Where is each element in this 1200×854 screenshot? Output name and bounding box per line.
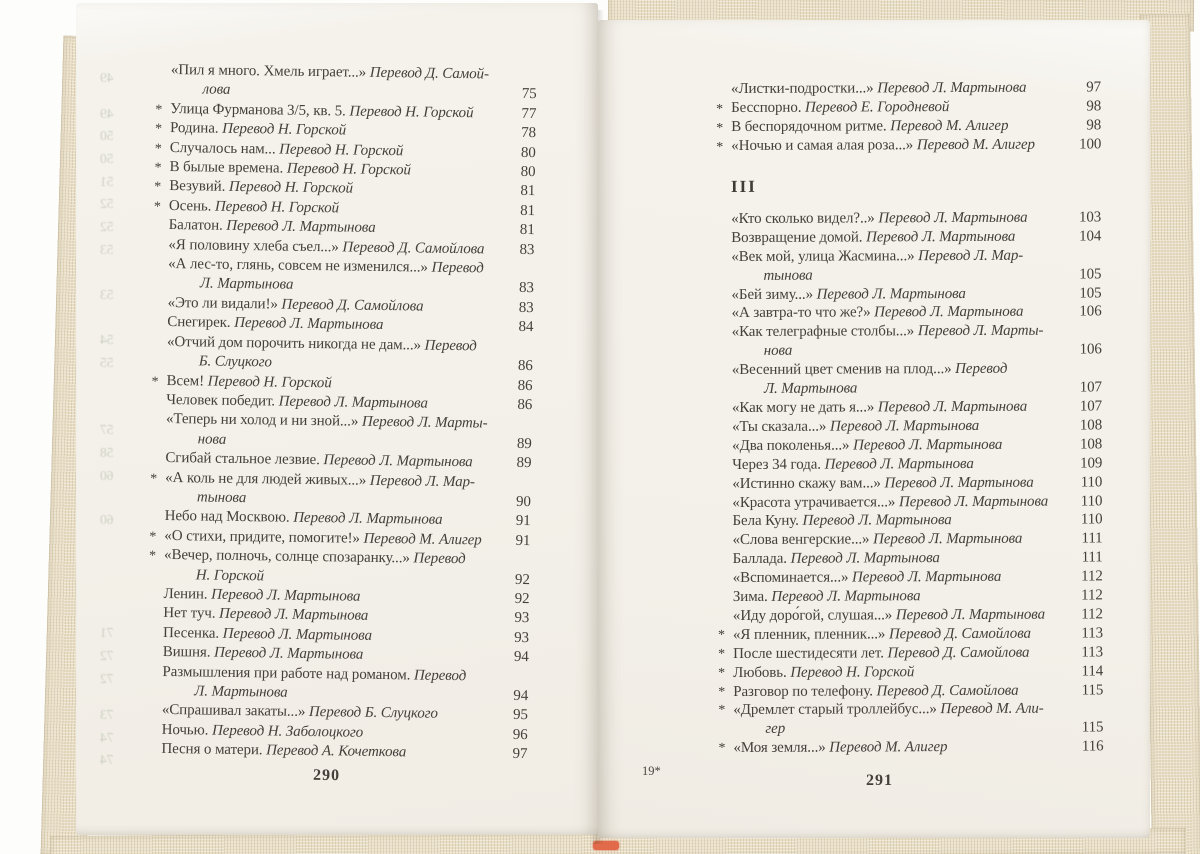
toc-entry bbox=[148, 546, 531, 590]
toc-entry bbox=[732, 416, 1102, 437]
toc-list-right-main bbox=[717, 176, 1104, 758]
toc-entry-line: Баллада. Перевод Л. Мартынова bbox=[732, 550, 940, 568]
toc-entry-line: Сгибай стальное лезвие. Перевод Л. Мартынова bbox=[165, 450, 473, 471]
toc-entry-page-number: 111 bbox=[1081, 530, 1103, 547]
page-left bbox=[76, 3, 598, 835]
toc-entry-page-number: 111 bbox=[1081, 549, 1103, 566]
toc-entry bbox=[732, 511, 1102, 532]
toc-entry-line: Бесспорно. Перевод Е. Городневой bbox=[731, 99, 950, 116]
toc-entry-page-number: 110 bbox=[1080, 473, 1103, 491]
asterisk-marker: * bbox=[718, 741, 726, 757]
toc-entry bbox=[732, 397, 1102, 418]
toc-entry-line: нова bbox=[197, 431, 227, 448]
asterisk-marker: * bbox=[154, 180, 162, 196]
toc-entry-page-number: 81 bbox=[520, 183, 536, 200]
toc-entry bbox=[733, 530, 1103, 551]
toc-entry bbox=[150, 468, 532, 512]
toc-entry-line: «Как телеграфные столбы...» Перевод Л. Марты- bbox=[731, 322, 1044, 341]
asterisk-marker: * bbox=[718, 665, 726, 681]
toc-entry-line: Улица Фурманова 3/5, кв. 5. Перевод Н. Горской bbox=[170, 100, 474, 122]
bleed-through-number: 60 bbox=[100, 468, 114, 483]
toc-entry-page-number: 75 bbox=[521, 86, 537, 103]
section-heading: III bbox=[730, 176, 757, 196]
toc-entry bbox=[732, 435, 1102, 456]
toc-entry-line: Случалось нам... Перевод Н. Горской bbox=[169, 139, 404, 159]
toc-entry-page-number: 93 bbox=[514, 629, 530, 646]
toc-entry-line: Песенка. Перевод Л. Мартынова bbox=[162, 624, 373, 644]
toc-entry-line: Л. Мартынова bbox=[199, 275, 294, 294]
toc-entry bbox=[732, 322, 1102, 361]
toc-entry-page-number: 107 bbox=[1079, 398, 1103, 415]
bleed-through-number: 52 bbox=[100, 219, 114, 234]
toc-entry-line: Небо над Москвою. Перевод Л. Мартынова bbox=[164, 508, 443, 529]
toc-entry-line: «Кто сколько видел?..» Перевод Л. Мартынова bbox=[731, 209, 1028, 227]
bleed-through-number: 74 bbox=[100, 730, 114, 745]
toc-entry-line: Возвращение домой. Перевод Л. Мартынова bbox=[731, 228, 1016, 246]
bleed-through-number: 71 bbox=[100, 625, 114, 640]
asterisk-marker: * bbox=[154, 160, 162, 176]
toc-entry-line: «Слова венгерские...» Перевод Л. Мартынова bbox=[732, 531, 1023, 549]
toc-entry-line: «Дремлет старый троллейбус...» Перевод М. Али- bbox=[733, 701, 1044, 719]
bleed-through-number: 54 bbox=[100, 332, 114, 347]
bleed-through-number: 73 bbox=[100, 707, 114, 722]
toc-entry-page-number: 112 bbox=[1081, 587, 1103, 604]
asterisk-marker: * bbox=[154, 141, 162, 157]
toc-entry-line: «А коль не для людей живых...» Перевод Л. Мар- bbox=[165, 469, 475, 490]
toc-entry-page-number: 91 bbox=[515, 513, 531, 530]
toc-entry-page-number: 83 bbox=[518, 299, 534, 316]
toc-entry-page-number: 108 bbox=[1079, 436, 1103, 453]
toc-entry bbox=[716, 135, 1102, 156]
bleed-through-number: 49 bbox=[100, 106, 114, 121]
toc-entry-page-number: 91 bbox=[515, 532, 531, 549]
toc-entry-page-number: 113 bbox=[1081, 644, 1104, 661]
toc-entry-page-number: 110 bbox=[1080, 492, 1103, 509]
toc-list-right-top bbox=[716, 78, 1102, 156]
toc-entry-page-number: 94 bbox=[513, 649, 529, 666]
toc-entry-line: «Я пленник, пленник...» Перевод Д. Самойлова bbox=[732, 625, 1031, 643]
toc-entry bbox=[162, 663, 529, 707]
toc-entry-page-number: 89 bbox=[516, 454, 532, 472]
toc-list-right-section bbox=[717, 208, 1104, 758]
toc-entry-page-number: 107 bbox=[1079, 379, 1102, 396]
toc-entry-line: «О стихи, придите, помогите!» Перевод М. Алигер bbox=[164, 527, 482, 549]
toc-entry-page-number: 86 bbox=[517, 377, 533, 394]
asterisk-marker: * bbox=[155, 102, 163, 118]
toc-entry bbox=[167, 333, 534, 377]
toc-entry-page-number: 92 bbox=[514, 590, 530, 608]
toc-entry-page-number: 86 bbox=[517, 396, 533, 413]
toc-entry-page-number: 89 bbox=[516, 435, 532, 452]
toc-entry-line: Н. Горской bbox=[195, 566, 265, 584]
page-number-left: 290 bbox=[312, 766, 341, 785]
toc-entry-page-number: 83 bbox=[519, 241, 535, 258]
toc-entry-page-number: 115 bbox=[1081, 719, 1104, 736]
toc-entry-page-number: 103 bbox=[1078, 209, 1102, 226]
toc-entry-line: Разговор по телефону. Перевод Д. Самойлова bbox=[733, 682, 1019, 700]
toc-entry-line: нова bbox=[763, 342, 793, 360]
bleed-through-number: 50 bbox=[100, 151, 114, 166]
toc-entry-page-number: 92 bbox=[514, 571, 530, 588]
toc-entry-line: Л. Мартынова bbox=[194, 683, 288, 701]
toc-entry-line: Балатон. Перевод Л. Мартынова bbox=[168, 217, 376, 237]
toc-entry-line: Ленин. Перевод Л. Мартынова bbox=[163, 585, 361, 605]
toc-entry-line: Нет туч. Перевод Л. Мартынова bbox=[163, 605, 369, 625]
toc-entry bbox=[732, 473, 1102, 494]
bleed-through-number: 72 bbox=[100, 648, 114, 663]
toc-entry-line: «Иду доро́гой, слушая...» Перевод Л. Мартынова bbox=[732, 606, 1046, 624]
toc-entry-page-number: 116 bbox=[1081, 738, 1104, 755]
toc-entry-page-number: 94 bbox=[513, 687, 529, 705]
toc-entry-page-number: 90 bbox=[515, 493, 531, 511]
page-number-right: 291 bbox=[866, 772, 893, 789]
toc-entry bbox=[718, 662, 1104, 683]
toc-entry-page-number: 114 bbox=[1081, 663, 1104, 680]
toc-entry bbox=[718, 681, 1104, 702]
toc-entry bbox=[718, 738, 1104, 759]
toc-entry bbox=[731, 227, 1101, 248]
toc-entry-line: Зима. Перевод Л. Мартынова bbox=[732, 588, 921, 606]
bleed-through-number: 51 bbox=[100, 174, 114, 189]
toc-entry-line: После шестидесяти лет. Перевод Д. Самойлова bbox=[733, 644, 1030, 662]
toc-entry bbox=[716, 97, 1102, 118]
toc-entry-line: «Бей зиму...» Перевод Л. Мартынова bbox=[731, 285, 966, 303]
toc-entry-line: «Ночью и самая алая роза...» Перевод М. Алигер bbox=[731, 136, 1035, 154]
toc-entry-page-number: 78 bbox=[521, 125, 537, 142]
toc-entry-line: «Век мой, улица Жасмина...» Перевод Л. Мар- bbox=[731, 247, 1024, 265]
toc-entry-line: «Пил я много. Хмель играет...» Перевод Д. Самой- bbox=[170, 61, 490, 83]
toc-entry-line: гер bbox=[765, 721, 786, 738]
toc-entry bbox=[731, 246, 1101, 285]
toc-entry-line: Везувий. Перевод Н. Горской bbox=[169, 178, 354, 197]
toc-entry bbox=[731, 78, 1101, 99]
asterisk-marker: * bbox=[718, 646, 726, 662]
toc-entry-line: «Это ли видали!» Перевод Д. Самойлова bbox=[167, 294, 424, 315]
toc-entry-page-number: 77 bbox=[521, 105, 537, 122]
toc-entry-line: В беспорядочном ритме. Перевод М. Алигер bbox=[731, 117, 1009, 135]
toc-entry-page-number: 115 bbox=[1081, 681, 1104, 699]
toc-entry-line: «Вечер, полночь, солнце спозаранку...» Перевод bbox=[163, 547, 466, 568]
toc-entry bbox=[733, 586, 1103, 607]
toc-entry-page-number: 97 bbox=[1086, 79, 1102, 96]
toc-entry-line: Вишня. Перевод Л. Мартынова bbox=[162, 644, 364, 663]
signature-mark: 19* bbox=[642, 764, 661, 778]
asterisk-marker: * bbox=[716, 140, 724, 156]
toc-entry-page-number: 97 bbox=[512, 746, 528, 763]
asterisk-marker: * bbox=[718, 684, 726, 700]
toc-entry-line: «Вспоминается...» Перевод Л. Мартынова bbox=[732, 568, 1002, 587]
bleed-through-number: 72 bbox=[100, 671, 114, 686]
toc-entry bbox=[718, 700, 1104, 739]
toc-entry-page-number: 86 bbox=[517, 357, 533, 375]
toc-entry bbox=[168, 255, 535, 299]
asterisk-marker: * bbox=[716, 121, 724, 137]
bleed-through-number: 57 bbox=[100, 422, 114, 437]
toc-entry-line: Осень. Перевод Н. Горской bbox=[168, 197, 340, 217]
toc-entry-line: «Теперь ни холод и ни зной...» Перевод Л. Марты- bbox=[165, 411, 488, 432]
toc-entry-page-number: 105 bbox=[1079, 266, 1102, 283]
toc-entry bbox=[161, 740, 527, 765]
toc-entry-line: Л. Мартынова bbox=[763, 380, 858, 397]
toc-entry bbox=[718, 643, 1104, 664]
bleed-through-number: 53 bbox=[100, 242, 114, 257]
toc-entry-page-number: 84 bbox=[518, 319, 534, 336]
toc-entry-line: Снегирек. Перевод Л. Мартынова bbox=[167, 314, 384, 334]
bleed-through-number: 55 bbox=[100, 355, 114, 370]
toc-entry-line: «Истинно скажу вам...» Перевод Л. Мартынова bbox=[732, 474, 1034, 492]
toc-entry-page-number: 81 bbox=[519, 222, 535, 239]
toc-entry-line: лова bbox=[202, 81, 231, 99]
toc-entry bbox=[731, 284, 1101, 305]
toc-entry-page-number: 106 bbox=[1079, 303, 1102, 320]
toc-entry-line: «Моя земля...» Перевод М. Алигер bbox=[733, 739, 948, 757]
toc-entry-line: Всем! Перевод Н. Горской bbox=[166, 372, 332, 391]
bleed-through-number: 49 bbox=[100, 70, 114, 85]
toc-entry bbox=[716, 116, 1102, 137]
toc-entry-line: Человек победит. Перевод Л. Мартынова bbox=[166, 391, 428, 412]
asterisk-marker: * bbox=[716, 102, 724, 118]
toc-entry bbox=[731, 208, 1101, 229]
toc-entry-line: «Листки-подростки...» Перевод Л. Мартынова bbox=[731, 79, 1027, 97]
toc-entry-line: «Два поколенья...» Перевод Л. Мартынова bbox=[732, 436, 1003, 454]
toc-entry-line: «Весенний цвет сменив на плод...» Перевод bbox=[731, 360, 1008, 379]
bleed-through-number: 74 bbox=[100, 752, 114, 767]
toc-entry-line: Родина. Перевод Н. Горской bbox=[169, 120, 347, 139]
toc-entry-page-number: 80 bbox=[520, 163, 536, 181]
bleed-through-number: 58 bbox=[100, 445, 114, 460]
toc-entry bbox=[732, 492, 1102, 513]
asterisk-marker: * bbox=[717, 627, 725, 643]
bleed-through-number: 53 bbox=[100, 287, 114, 302]
toc-entry-page-number: 105 bbox=[1079, 284, 1102, 302]
toc-entry-page-number: 104 bbox=[1079, 228, 1102, 245]
asterisk-marker: * bbox=[718, 703, 726, 719]
toc-entry-page-number: 98 bbox=[1086, 98, 1102, 115]
asterisk-marker: * bbox=[154, 122, 163, 138]
toc-entry-line: «Спрашивал закаты...» Перевод Б. Слуцкого bbox=[161, 702, 438, 723]
toc-entry-page-number: 112 bbox=[1081, 568, 1103, 585]
toc-entry-page-number: 100 bbox=[1079, 136, 1102, 153]
asterisk-marker: * bbox=[149, 529, 157, 545]
toc-entry-page-number: 108 bbox=[1079, 417, 1103, 434]
asterisk-marker: * bbox=[148, 548, 157, 564]
toc-entry bbox=[732, 454, 1102, 475]
asterisk-marker: * bbox=[153, 199, 161, 215]
toc-entry bbox=[733, 605, 1103, 626]
toc-entry-page-number: 93 bbox=[514, 610, 530, 627]
asterisk-marker: * bbox=[151, 374, 159, 390]
toc-entry-line: Б. Слуцкого bbox=[198, 353, 272, 371]
toc-entry-page-number: 113 bbox=[1081, 625, 1104, 642]
toc-list-left bbox=[148, 61, 537, 765]
toc-entry bbox=[732, 303, 1102, 324]
bleed-through-number: 60 bbox=[100, 512, 114, 527]
toc-entry bbox=[170, 61, 537, 105]
toc-entry-line: «А лес-то, глянь, совсем не изменился...» Перевод bbox=[168, 256, 484, 277]
toc-entry-page-number: 95 bbox=[512, 707, 529, 724]
toc-entry-page-number: 110 bbox=[1080, 511, 1103, 528]
toc-entry-line: Через 34 года. Перевод Л. Мартынова bbox=[732, 455, 974, 473]
toc-entry-line: Размышления при работе над романом. Перевод bbox=[162, 663, 467, 684]
toc-entry-page-number: 106 bbox=[1079, 341, 1102, 358]
toc-entry-line: «Отчий дом порочить никогда не дам...» Перевод bbox=[166, 333, 477, 354]
toc-entry-line: В былые времена. Перевод Н. Горской bbox=[169, 159, 411, 179]
toc-entry-line: тынова bbox=[763, 267, 813, 284]
toc-entry-line: «Я половину хлеба съел...» Перевод Д. Самойлова bbox=[168, 236, 485, 258]
toc-entry bbox=[733, 568, 1103, 589]
toc-entry-page-number: 109 bbox=[1080, 455, 1103, 472]
toc-entry bbox=[166, 410, 533, 454]
bleed-through-number: 50 bbox=[100, 128, 114, 143]
toc-entry-line: «Ты сказала...» Перевод Л. Мартынова bbox=[732, 417, 980, 435]
toc-entry bbox=[733, 549, 1103, 570]
toc-entry-page-number: 98 bbox=[1086, 117, 1102, 134]
bleed-through-number: 52 bbox=[100, 196, 114, 211]
toc-entry-line: «Как могу не дать я...» Перевод Л. Мартынова bbox=[731, 398, 1028, 416]
toc-entry-line: «А завтра-то что же?» Перевод Л. Мартынова bbox=[731, 304, 1024, 322]
toc-entry-line: тынова bbox=[196, 489, 247, 507]
toc-entry-line: Песня о матери. Перевод А. Кочеткова bbox=[161, 741, 407, 761]
toc-entry-line: Бела Куну. Перевод Л. Мартынова bbox=[732, 512, 952, 530]
toc-entry-page-number: 96 bbox=[512, 726, 528, 743]
toc-entry-line: Ночью. Перевод Н. Заболоцкого bbox=[161, 721, 364, 741]
page-right bbox=[598, 20, 1150, 838]
toc-entry bbox=[732, 360, 1102, 399]
toc-entry-line: Любовь. Перевод Н. Горской bbox=[733, 663, 915, 681]
toc-entry-page-number: 81 bbox=[520, 202, 536, 219]
toc-entry bbox=[717, 624, 1104, 645]
toc-entry-page-number: 80 bbox=[520, 144, 536, 161]
toc-entry-page-number: 112 bbox=[1081, 606, 1103, 623]
asterisk-marker: * bbox=[150, 471, 158, 487]
toc-entry-line: «Красота утрачивается...» Перевод Л. Мартынова bbox=[732, 493, 1049, 511]
toc-entry-page-number: 83 bbox=[518, 280, 534, 297]
